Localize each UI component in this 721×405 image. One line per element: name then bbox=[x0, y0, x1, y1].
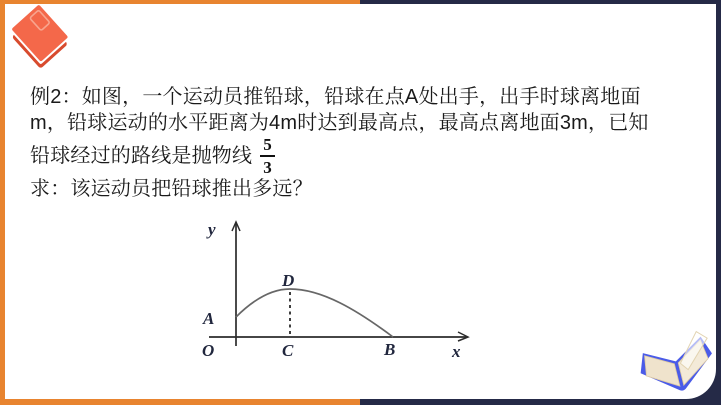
problem-line-3-text: 铅球经过的路线是抛物线 bbox=[30, 145, 253, 167]
closed-book-icon bbox=[12, 5, 70, 69]
problem-line-2: m，铅球运动的水平距离为4m时达到最高点，最高点离地面3m，已知 bbox=[30, 112, 649, 134]
label-x: x bbox=[452, 342, 461, 361]
label-O: O bbox=[202, 341, 215, 360]
label-C: C bbox=[282, 341, 294, 360]
label-y: y bbox=[208, 220, 216, 239]
open-book-icon bbox=[634, 326, 721, 404]
fraction-five-thirds bbox=[260, 136, 275, 176]
problem-line-3 bbox=[30, 136, 680, 176]
label-A: A bbox=[203, 309, 215, 328]
fraction-denominator: 3 bbox=[263, 158, 272, 177]
label-D: D bbox=[282, 271, 295, 290]
fraction-numerator: 5 bbox=[260, 136, 275, 157]
parabola-curve bbox=[236, 289, 393, 337]
problem-line-4: 求：该运动员把铅球推出多远？ bbox=[30, 178, 313, 200]
problem-line-1: 例2：如图，一个运动员推铅球，铅球在点A处出手，出手时球离地面 bbox=[30, 86, 641, 108]
problem-text bbox=[30, 84, 680, 202]
parabola-diagram bbox=[190, 213, 480, 365]
label-B: B bbox=[384, 340, 396, 359]
